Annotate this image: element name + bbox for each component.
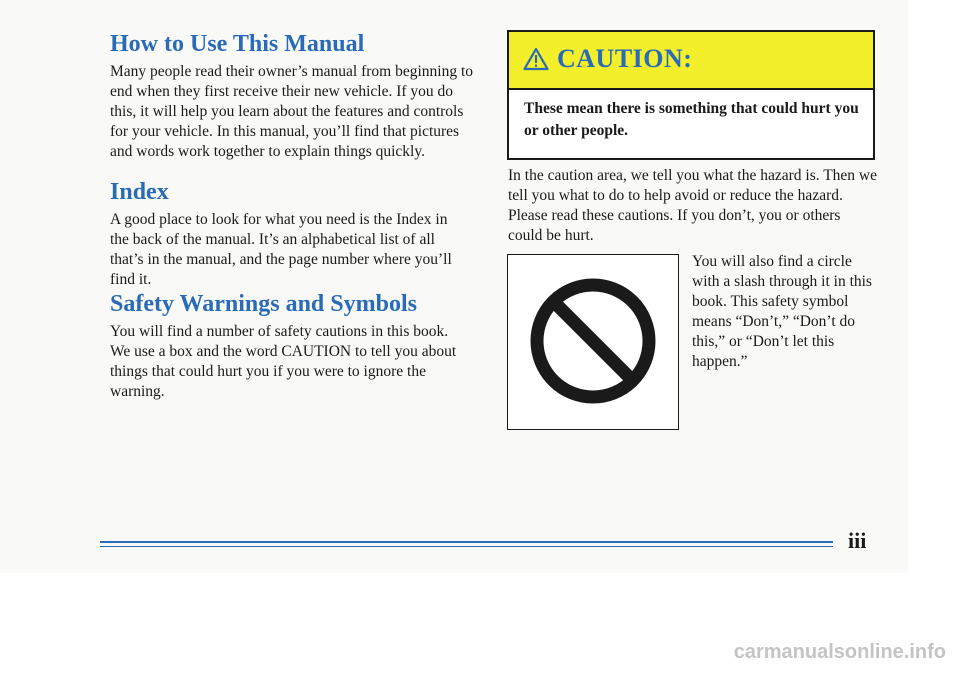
prohibition-circle-icon	[528, 276, 658, 406]
paragraph-safety-warnings: You will find a number of safety cautions in this book. We use a box and the word CAUTION to tell you about things that could hurt you if you were to ignore the warning.	[110, 323, 457, 400]
footer-rule-thin	[100, 546, 833, 547]
heading-how-to-use: How to Use This Manual	[110, 31, 365, 57]
paragraph-index: A good place to look for what you need is the Index in the back of the manual. It’s an alphabetical list of all that’s in the manual, and the page number where you’ll find it.	[110, 211, 452, 288]
page-number: iii	[848, 528, 867, 553]
warning-triangle-icon	[523, 47, 549, 71]
prohibition-symbol-frame	[507, 254, 679, 430]
paragraph-symbol: You will also find a circle with a slash through it in this book. This safety symbol means “Don’t,” “Don’t do this,” or “Don’t let this happen.”	[692, 253, 872, 370]
caution-box	[507, 30, 875, 160]
caution-text: These mean there is something that could hurt you or other people.	[524, 100, 859, 139]
footer-rule	[100, 541, 833, 543]
heading-index: Index	[110, 179, 169, 205]
caution-word: CAUTION:	[557, 44, 693, 73]
heading-safety-warnings: Safety Warnings and Symbols	[110, 291, 417, 317]
paragraph-caution-explanation: In the caution area, we tell you what the hazard is. Then we tell you what to do to help avoid or reduce the hazard. Please read these cautions. If you don’t, you or others could be hurt.	[508, 167, 877, 244]
caution-header-band	[509, 32, 873, 90]
caution-title	[523, 44, 692, 74]
paragraph-how-to-use: Many people read their owner’s manual from beginning to end when they first receive their new vehicle. If you do this, it will help you learn about the features and controls for your vehicle. In this manual, you’ll find that pictures and words work together to explain things quickly.	[110, 63, 474, 160]
watermark: carmanualsonline.info	[733, 641, 946, 663]
